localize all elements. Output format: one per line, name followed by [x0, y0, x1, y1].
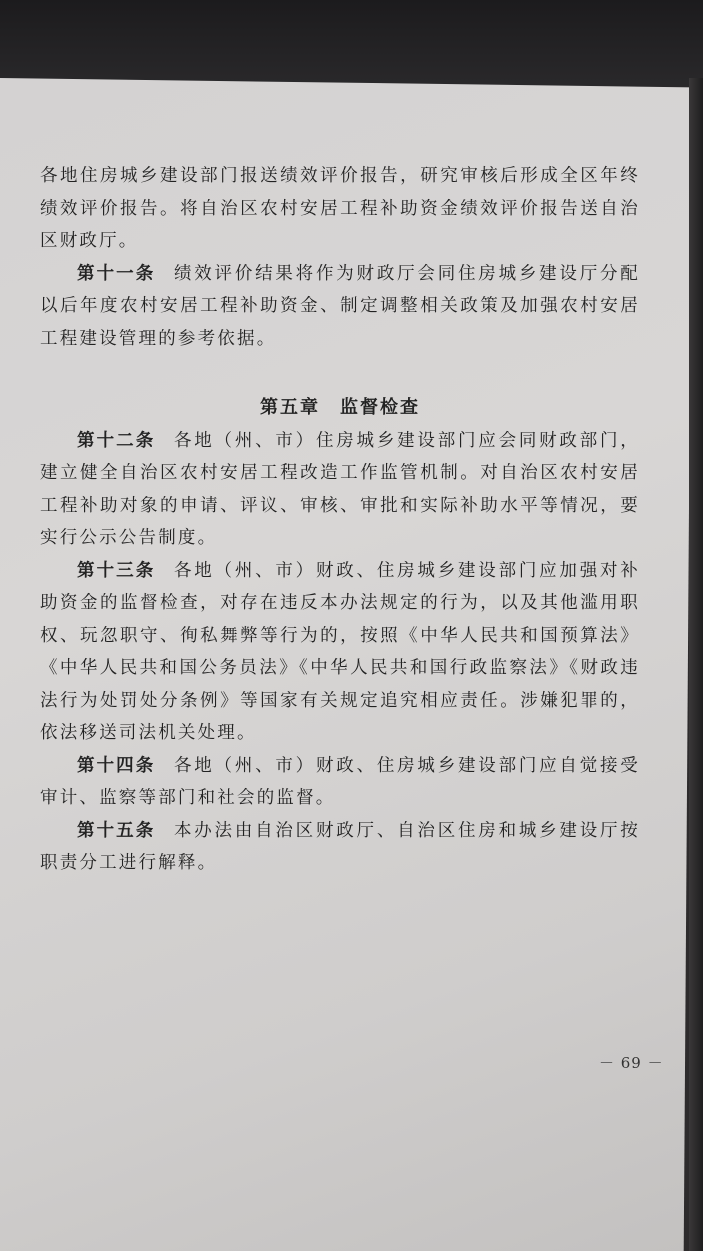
article-14: [40, 750, 640, 815]
article-12-label: 第十二条: [77, 430, 156, 451]
article-13-label: 第十三条: [77, 560, 156, 581]
chapter-title: 监督检查: [340, 397, 420, 418]
article-14-text: 各地（州、市）财政、住房城乡建设部门应自觉接受审计、监察等部门和社会的监督。: [40, 755, 640, 808]
article-13-text: 各地（州、市）财政、住房城乡建设部门应加强对补助资金的监督检查，对存在违反本办法规定的行为，以及其他滥用职权、玩忽职守、徇私舞弊等行为的，按照《中华人民共和国预算法》《中华人民共和国公务员法》《中华人民共和国行政监察法》《财政违法行为处罚处分条例》等国家有关规定追究相应责任。涉嫌犯罪的，依法移送司法机关处理。: [40, 560, 640, 743]
chapter-heading: [40, 392, 640, 425]
article-11-label: 第十一条: [77, 263, 156, 284]
article-15-label: 第十五条: [77, 820, 156, 841]
chapter-number: 第五章: [260, 397, 320, 418]
document-body: [40, 160, 640, 880]
page-number: － 69 －: [599, 1054, 664, 1072]
article-15: [40, 815, 640, 880]
paragraph-1: 各地住房城乡建设部门报送绩效评价报告，研究审核后形成全区年终绩效评价报告。将自治区农村安居工程补助资金绩效评价报告送自治区财政厅。: [40, 166, 640, 251]
article-12-text: 各地（州、市）住房城乡建设部门应会同财政部门，建立健全自治区农村安居工程改造工作监管机制。对自治区农村安居工程补助对象的申请、评议、审核、审批和实际补助水平等情况，要实行公示公告制度。: [40, 430, 640, 548]
article-11-text: 绩效评价结果将作为财政厅会同住房城乡建设厅分配以后年度农村安居工程补助资金、制定调整相关政策及加强农村安居工程建设管理的参考依据。: [40, 263, 640, 349]
article-14-label: 第十四条: [77, 755, 156, 776]
article-12: [40, 425, 640, 555]
article-15-text: 本办法由自治区财政厅、自治区住房和城乡建设厅按职责分工进行解释。: [40, 820, 640, 873]
page-edge: [689, 78, 703, 1251]
article-11: [40, 258, 640, 356]
background-top: [0, 0, 703, 90]
article-13: [40, 555, 640, 750]
